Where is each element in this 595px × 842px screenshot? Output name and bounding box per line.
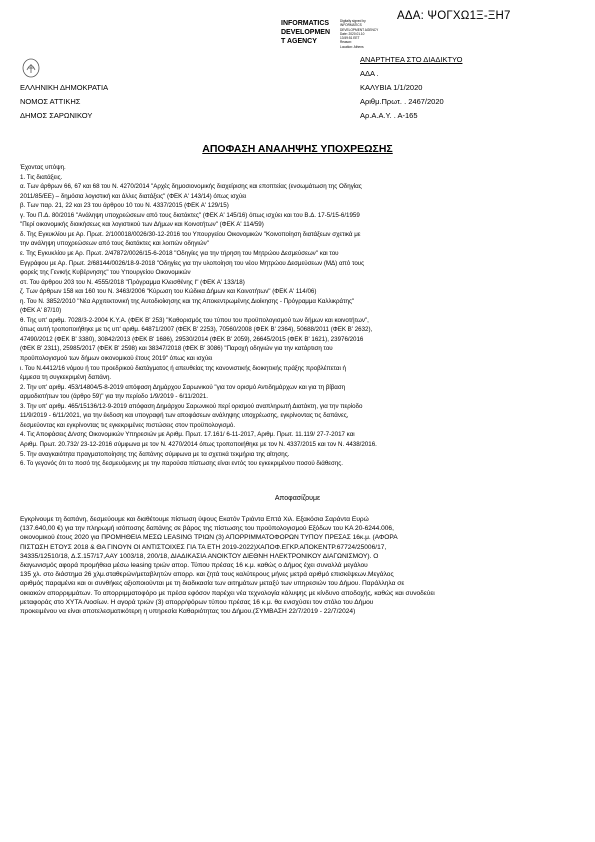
text-line: Εγκρίνουμε τη δαπάνη, δεσμεύουμε και διαθέτουμε πίστωση ύψους Εκατόν Τριάντα Επτά Χιλ. Εξακόσια Σαράντα Ευρώ: [20, 516, 369, 523]
date-field: ΚΑΛΥΒΙΑ 1/1/2020: [360, 83, 423, 92]
text-line: 3. Την υπ' αριθμ. 465/15136/12-9-2019 απόφαση Δημάρχου Σαρωνικού περί ορισμού αναπληρωτή Διατάκτη, για την περίοδο: [20, 402, 363, 410]
text-line: θ. Της υπ' αριθμ. 7028/3-2-2004 Κ.Υ.Α. (ΦΕΚ Β' 253) "Καθορισμός του τύπου του προϋπολογισμού των δήμων και κοινοτήτων",: [20, 316, 369, 324]
text-line: β. Των παρ. 21, 22 και 23 του άρθρου 10 του Ν. 4337/2015 (ΦΕΚ Α' 129/15): [20, 202, 229, 210]
text-line: στ. Του άρθρου 203 του Ν. 4555/2018 "Πρόγραμμα Κλεισθένης Ι" (ΦΕΚ Α' 133/18): [20, 278, 245, 286]
text-line: 2. Την υπ' αριθμ. 453/14804/5-8-2019 απόφαση Δημάρχου Σαρωνικού "για τον ορισμό Αντιδημάρχων και για τη βίβαση: [20, 383, 346, 391]
text-line: ι. Του Ν.4412/16 νόμου ή του προεδρικού διατάγματος ή απευθείας της κανονιστικής διοικητικής πράξης προβλέπεται ή: [20, 364, 346, 372]
decision-heading: Αποφασίζουμε: [274, 495, 321, 502]
text-line: προϋπολογισμού των δήμων οικονομικού έτους 2019" όπως και ισχύει: [20, 355, 213, 362]
agency-line: INFORMATICS: [281, 20, 330, 27]
agency-line: DEVELOPMEN: [281, 29, 331, 36]
text-line: 1. Τις διατάξεις.: [20, 173, 63, 181]
agency-line: T AGENCY: [281, 38, 317, 45]
text-line: η. Του Ν. 3852/2010 "Νέα Αρχιτεκτονική της Αυτοδιοίκησης και της Αποκεντρωμένης Διοίκησης - Πρόγραμμα Καλλικράτης": [20, 297, 355, 305]
internet-post-label: ΑΝΑΡΤΗΤΕΑ ΣΤΟ ΔΙΑΔΙΚΤΥΟ: [360, 55, 463, 64]
text-line: Αριθμ. Πρωτ. 20.732/ 23-12-2016 σύμφωνα με τον Ν. 4270/2014 όπως τροποποιήθηκε με τον Ν. 4337/2015 και τον Ν. 4438/2016.: [20, 440, 377, 448]
text-line: 5. Την αναγκαιότητα πραγματοποίησης της δαπάνης σύμφωνα με τα σχετικά τεκμήρια της αίτησης.: [20, 450, 290, 458]
text-line: 135 χλ. στο διάστημα 26 χλμ.σταθερών/μεταβλητών απορρ. και ζητά τους καλύτερους μήνες μετρά αριθμό επισκέψεων.Μεγάλος: [20, 571, 394, 579]
ada-code: ΑΔΑ: ΨΟΓΧΩ1Ξ-ΞΗ7: [397, 10, 511, 22]
text-line: 11/9/2019 - 6/11/2021, για την έκδοση και υπογραφή των αποφάσεων ανάληψης υποχρέωσης, εγκρίνοντας τις δαπάνες,: [20, 412, 349, 420]
text-line: την ανάληψη υποχρεώσεων από τους διατάκτες και λοιπών οδηγιών": [20, 240, 209, 248]
text-line: μεταφοράς στο ΧΥΤΑ Λιοσίων. Η αγορά τριών (3) απορρ/φόρων τύπου πρέσας 16 κ.μ. θα ενισχύσει τον στόλο του Δήμου: [20, 598, 374, 606]
text-line: (ΦΕΚ Β' 2311), 25985/2017 (ΦΕΚ Β' 2598) και 38347/2018 (ΦΕΚ Β' 3086) "Παροχή οδηγιών για την κατάρτιση του: [20, 345, 333, 353]
text-line: (137.640,00 €) για την πληρωμή ισόποσης δαπάνης σε βάρος της πίστωσης του προϋπολογισμού Εξόδων του ΚΑ 20-6244.006,: [20, 525, 394, 533]
text-line: διαγωνισμός αφορά προμήθεια μέσω leasing τριών απορ. Τύπου πρέσας 16 κ.μ. καθώς ο Δήμος έχει συναλλά μεγάλου: [20, 562, 368, 569]
text-line: Έχοντας υπόψη.: [20, 164, 66, 171]
text-line: 2011/85/ΕΕ) – δημόσια λογιστική και άλλες διατάξεις" (ΦΕΚ Α' 143/14) όπως ισχύει: [20, 192, 247, 200]
text-line: προκειμένου να είναι αποτελεσματικότερη η υπηρεσία Καθαριότητας του Δήμου.(ΣΥΜΒΑΣΗ 22/7/2019 - 22/7/2024): [20, 608, 356, 615]
text-line: ΠΙΣΤΩΣΗ ΕΤΟΥΣ 2018 & ΘΑ ΓΙΝΟΥΝ ΟΙ ΑΝΤΙΣΤΟΙΧΕΣ ΓΙΑ ΤΑ ΕΤΗ 2019-2022)ΧΑΠΟΦ.ΕΓΚΡ.ΑΠΟΚΕΝΤΡ.67724/25006/17,: [20, 543, 387, 551]
text-line: φορείς της Γενικής Κυβέρνησης" του Υπουργείου Οικονομικών: [20, 269, 191, 277]
text-line: 47490/2012 (ΦΕΚ Β' 3380), 30842/2013 (ΦΕΚ Β' 1686), 29530/2014 (ΦΕΚ Β' 2059), 26645/2015 (ΦΕΚ Β' 1621), 23976/2016: [20, 335, 364, 343]
greek-emblem-icon: [22, 58, 40, 83]
text-line: αριθμός παραμένει και οι συνθήκες αξιοποιούνται με τη διαδικασία των αιτημάτων μεταξύ των υπηρεσιών του Δήμου. Παράλληλα σε: [20, 580, 405, 588]
text-line: "Περί οικονομικής διοικήσεως και λογιστικού των Δήμων και Κοινοτήτων" (ΦΕΚ Α' 114/59): [20, 221, 264, 229]
document-title: ΑΠΟΦΑΣΗ ΑΝΑΛΗΨΗΣ ΥΠΟΧΡΕΩΣΗΣ: [202, 143, 393, 155]
text-line: α. Των άρθρων 66, 67 και 68 του Ν. 4270/2014 "Αρχές δημοσιονομικής διαχείρισης και εποπτείας (ενσωμάτωση της Οδηγίας: [20, 183, 362, 191]
text-line: ε. Της Εγκυκλίου με Αρ. Πρωτ. 2/47872/0026/15-6-2018 "Οδηγίες για την τήρηση του Μητρώου Δεσμεύσεων" και του: [20, 249, 339, 257]
municipality-label: ΔΗΜΟΣ ΣΑΡΩΝΙΚΟΥ: [20, 111, 93, 120]
text-line: αρμοδιοτήτων του (άρθρο 59)" για την περίοδο 1/9/2019 - 6/11/2021.: [20, 393, 208, 401]
text-line: όπως αυτή τροποποιήθηκε με τις υπ' αριθμ. 64871/2007 (ΦΕΚ Β' 2253), 70560/2008 (ΦΕΚ Β' 2364), 50688/2011 (ΦΕΚ Β' 2632),: [20, 326, 373, 334]
aay-number: Αρ.Α.Α.Υ. . Α-165: [360, 111, 418, 120]
text-line: δ. Της Εγκυκλίου με Αρ. Πρωτ. 2/100018/0026/30-12-2016 του Υπουργείου Οικονομικών "Κοινοποίηση διατάξεων σχετικά με: [20, 230, 361, 238]
republic-label: ΕΛΛΗΝΙΚΗ ΔΗΜΟΚΡΑΤΙΑ: [20, 83, 109, 92]
text-line: ζ. Των άρθρων 158 και 160 του Ν. 3463/2006 "Κύρωση του Κώδικα Δήμων και Κοινοτήτων" (ΦΕΚ Α' 114/06): [20, 288, 317, 296]
text-line: οικιακών απορριμμάτων. Το απορριμματοφόρο με πρέσα εφόσον παρέχει νέα τεχνολογία κάλυψης με κίνδυνο αποδοχής, καθώς και συνοδεύει: [20, 589, 435, 597]
prefecture-label: ΝΟΜΟΣ ΑΤΤΙΚΗΣ: [20, 97, 81, 106]
text-line: 6. Το γεγονός ότι το ποσό της δεσμευόμενης με την παρούσα πίστωσης είναι εντός του εγκεκριμένου ποσού διάθεσης.: [20, 460, 343, 468]
text-line: Εγγράφου με Αρ. Πρωτ. 2/68144/0026/18-9-2018 "Οδηγίες για την υλοποίηση του νέου Μητρώου Δεσμεύσεων (ΜΔ) από τους: [20, 259, 365, 267]
text-line: οικονομικού έτους 2020 για ΠΡΟΜΗΘΕΙΑ ΜΕΣΩ LEASING ΤΡΙΩΝ (3) ΑΠΟΡΡΙΜΜΑΤΟΦΟΡΩΝ ΤΥΠΟΥ ΠΡΕΣΑΣ 16κ.μ. (ΑΦΟΡΑ: [20, 534, 398, 542]
digital-signature-details: Digitally signed by INFORMATICS DEVELOPMENT AGENCY Date: 2020.01.10 13:59:51 EET Reason: Location: Athens: [340, 19, 379, 49]
text-line: 4. Τις Αποφάσεις Δ/νσης Οικονομικών Υπηρεσιών με Αριθμ. Πρωτ. 17.161/ 6-11-2017, Αριθμ. Πρωτ. 11.119/ 27-7-2017 και: [20, 431, 355, 439]
protocol-number: Αριθμ.Πρωτ. . 2467/2020: [360, 97, 444, 106]
ada-field: ΑΔΑ .: [360, 69, 379, 78]
text-line: (ΦΕΚ Α' 87/10): [20, 307, 62, 315]
text-line: γ. Του Π.Δ. 80/2016 "Ανάληψη υποχρεώσεων από τους διατάκτες" (ΦΕΚ Α' 145/16) όπως ισχύει και του Β.Δ. 17-5/15-6/1959: [20, 211, 360, 219]
text-line: έμμεσα τη συγκεκριμένη δαπάνη.: [20, 374, 112, 382]
text-line: δεσμεύοντας και εγκρίνοντας τις εγκεκριμένες πιστώσεις στον προϋπολογισμό.: [20, 421, 236, 429]
text-line: 34335/12510/18, Δ.Σ.157/17,ΑΑΥ 1003/18, 200/18, ΔΙΑΔΙΚΑΣΙΑ ΑΝΟΙΚΤΟΥ ΔΙΕΘΝΗ ΗΛΕΚΤΡΟΝΙΚΟΥ ΔΙΑΓΩΝΙΣΜΟΥ). Ο: [20, 552, 379, 560]
signature-agency-name: [281, 19, 330, 46]
